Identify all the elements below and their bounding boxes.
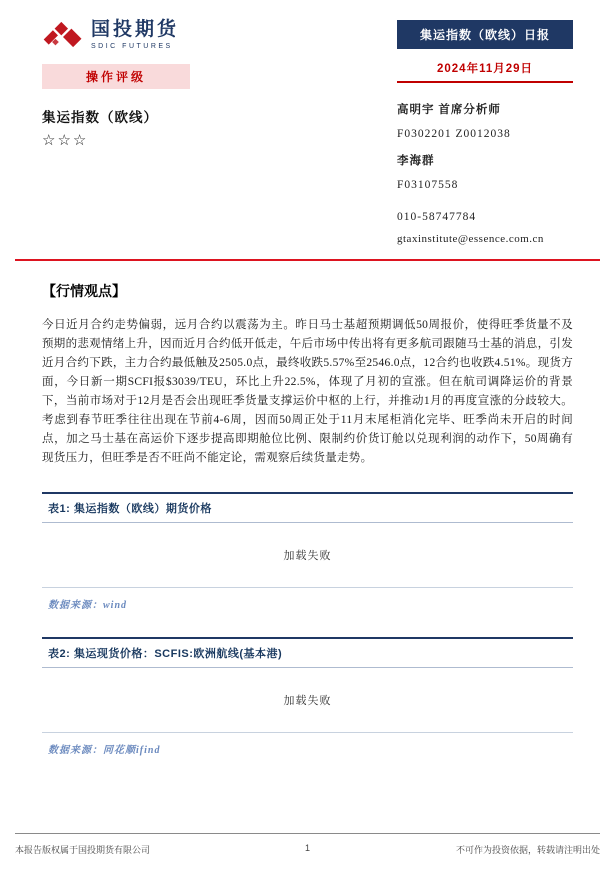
report-date: 2024年11月29日 xyxy=(397,60,573,83)
header-left-column xyxy=(42,20,372,245)
brand-text xyxy=(91,20,179,50)
table-block-2 xyxy=(42,637,573,758)
rating-stars: ☆☆☆ xyxy=(42,132,89,149)
sdic-diamond-logo-icon xyxy=(42,20,84,49)
analyst-license-ids: F0302201 Z0012038 xyxy=(397,128,511,140)
red-divider xyxy=(15,259,600,261)
table-2-title: 表2: 集运现货价格：SCFIS:欧洲航线(基本港) xyxy=(42,637,573,668)
analyst-block xyxy=(397,101,573,245)
market-view-paragraph: 今日近月合约走势偏弱，远月合约以震荡为主。昨日马士基超预期调低50周报价，使得旺季货量不及预期的悲观情绪上升，因而近月合约低开低走，午后市场中传出将有更多航司跟随马士基的消息，引发近月合约下跌，主力合约最低触及2505.0点，最终收跌5.57%至2546.0点，12合约也收跌4.51%。现货方面，今日新一期SCFI报$3039/TEU，环比上升22.5%，体现了月初的宣涨。但在航司调降运价的背景下，当前市场对于12月是否会出现旺季货量支撑运价中枢的上行，并推动1月的再度宣涨的分歧较大。考虑到春节旺季往往出现在节前4-6周，因而50周正处于11月末尾柜消化完毕、旺季尚未开启的时间点，加之马士基在高运价下逐步提高即期舱位比例、限制约价货订舱以兑现利润的动作下，50周确有现货压力，但旺季是否不旺尚不能定论，需观察后续货量走势。 xyxy=(42,319,573,464)
brand-name-en: SDIC FUTURES xyxy=(91,42,173,50)
table-block-1 xyxy=(42,492,573,613)
analyst-license-ids: F03107558 xyxy=(397,179,459,191)
table-1-load-failed-placeholder: 加载失败 xyxy=(42,523,573,588)
footer-copyright: 本报告版权属于国投期货有限公司 xyxy=(15,845,151,855)
analyst-name: 李海群 xyxy=(397,155,435,167)
header-right-column xyxy=(397,20,573,245)
table-2-load-failed-placeholder: 加载失败 xyxy=(42,668,573,733)
product-name: 集运指数（欧线） xyxy=(42,109,158,125)
brand-logo xyxy=(42,20,372,50)
footer-disclaimer: 不可作为投资依据，转载请注明出处 xyxy=(455,845,600,855)
brand-name-cn: 国投期货 xyxy=(91,19,180,40)
table-1-title: 表1: 集运指数（欧线）期货价格 xyxy=(42,492,573,523)
analyst-name: 高明宇 首席分析师 xyxy=(397,104,501,116)
contact-email: gtaxinstitute@essence.com.cn xyxy=(397,233,544,245)
page-footer xyxy=(15,833,600,856)
header xyxy=(0,0,615,245)
report-body xyxy=(0,281,615,758)
table-1-data-source: 数据来源：wind xyxy=(48,600,128,611)
section-title-market-view: 【行情观点】 xyxy=(42,285,126,300)
report-title-badge: 集运指数（欧线）日报 xyxy=(397,20,573,49)
contact-phone: 010-58747784 xyxy=(397,211,477,223)
page-number: 1 xyxy=(304,843,311,853)
rating-label: 操作评级 xyxy=(42,64,190,89)
table-2-data-source: 数据来源：同花顺ifind xyxy=(48,745,161,756)
